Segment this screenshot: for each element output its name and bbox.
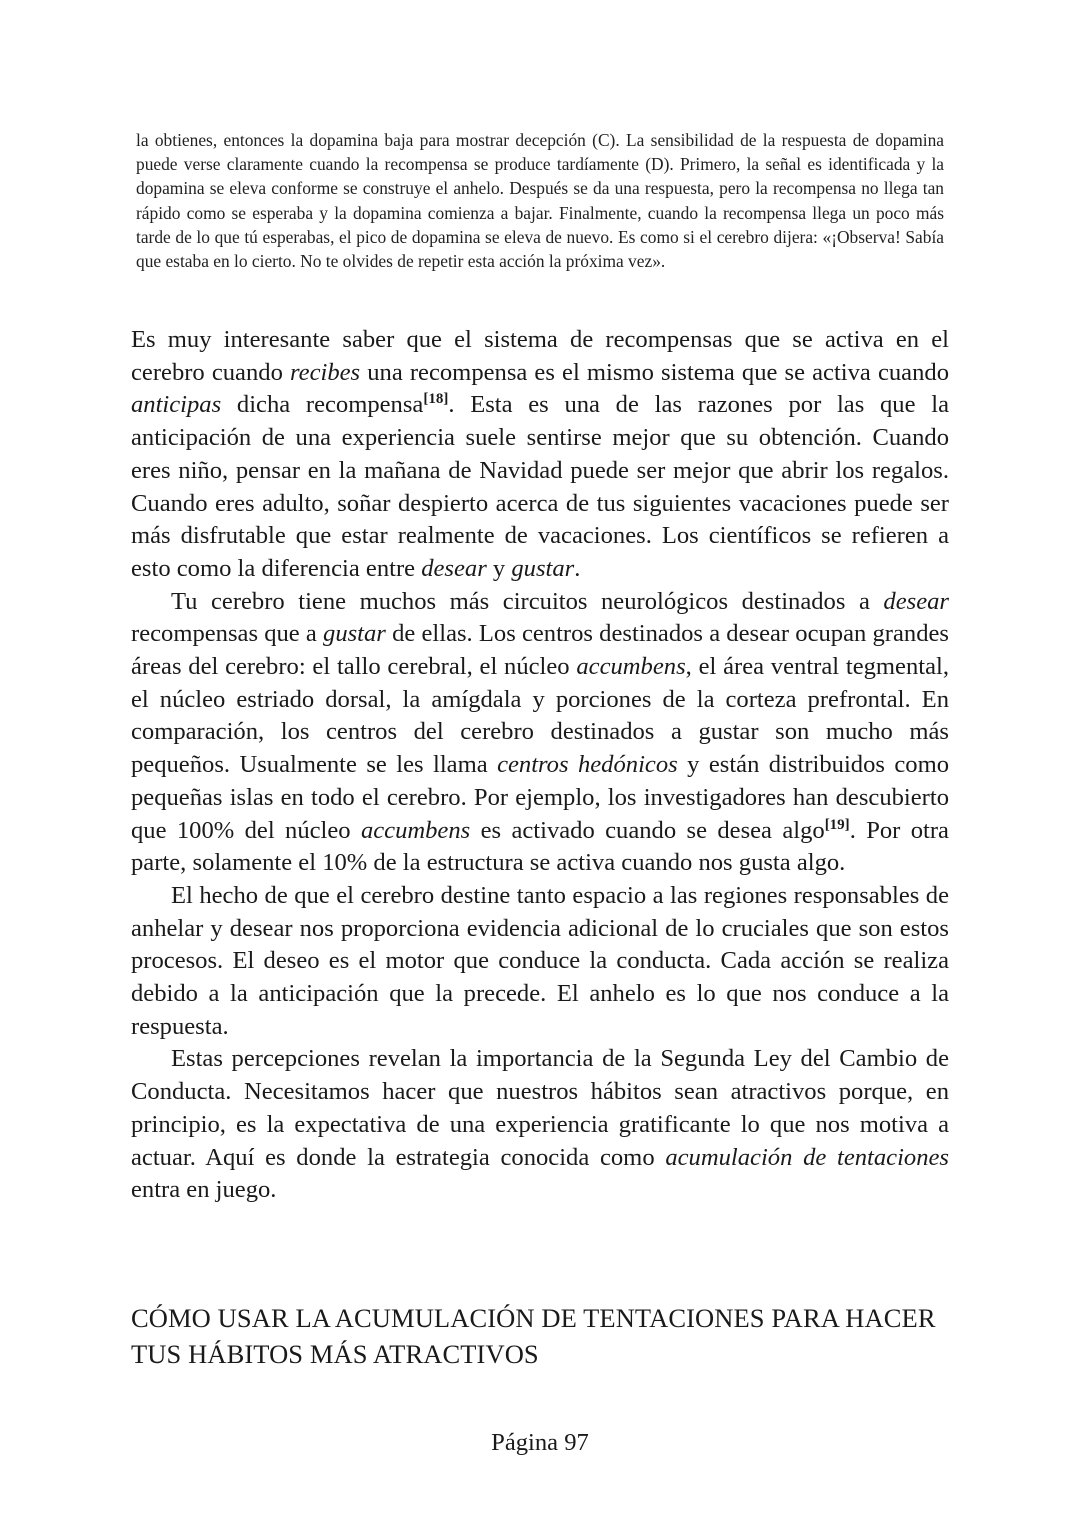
heading-line-2: TUS HÁBITOS MÁS ATRACTIVOS <box>131 1339 539 1369</box>
emphasis: anticipas <box>131 391 222 419</box>
emphasis: desear <box>883 587 949 615</box>
emphasis: centros hedónicos <box>497 751 678 779</box>
section-heading <box>131 1300 961 1372</box>
emphasis: gustar <box>511 554 575 582</box>
emphasis: accumbens <box>360 816 471 844</box>
emphasis: desear <box>421 554 487 582</box>
page-number: Página 97 <box>491 1429 589 1456</box>
emphasis: accumbens <box>576 653 686 681</box>
emphasis: recibes <box>290 358 361 386</box>
emphasis: acumulación de tentaciones <box>665 1143 950 1171</box>
heading-line-1: CÓMO USAR LA ACUMULACIÓN DE TENTACIONES PARA HACER <box>131 1303 936 1333</box>
figure-caption: la obtienes, entonces la dopamina baja para mostrar decepción (C). La sensibilidad de la respuesta de dopamina puede verse claramente cuando la recompensa se produce tardíamente (D). Primero, la señal es identificada y la dopamina se eleva conforme se construye el anhelo. Después se da una respuesta, pero la recompensa no llega tan rápido como se esperaba y la dopamina comienza a bajar. Finalmente, cuando la recompensa llega un poco más tarde de lo que tú esperabas, el pico de dopamina se eleva de nuevo. Es como si el cerebro dijera: «¡Observa! Sabía que estaba en lo cierto. No te olvides de repetir esta acción la próxima vez». <box>136 130 944 272</box>
paragraph-3: El hecho de que el cerebro destine tanto espacio a las regiones responsables de anhelar y desear nos proporciona evidencia adicional de lo cruciales que son estos procesos. El deseo es el motor que conduce la conducta. Cada acción se realiza debido a la anticipación que la precede. El anhelo es lo que nos conduce a la respuesta. <box>131 881 949 1040</box>
body-text <box>131 324 949 1207</box>
paragraph-2: Tu cerebro tiene muchos más circuitos neurológicos destinados a desear recompensas que a gustar de ellas. Los centros destinados a desear ocupan grandes áreas del cerebro: el tallo cerebral, el núcleo accumbens, el área ventral tegmental, el núcleo estriado dorsal, la amígdala y porciones de la corteza prefrontal. En comparación, los centros del cerebro destinados a gustar son mucho más pequeños. Usualmente se les llama centros hedónicos y están distribuidos como pequeñas islas en todo el cerebro. Por ejemplo, los investigadores han descubierto que 100% del núcleo accumbens es activado cuando se desea algo[19]. Por otra parte, solamente el 10% de la estructura se activa cuando nos gusta algo. <box>131 587 950 877</box>
emphasis: gustar <box>323 620 386 648</box>
footnote-ref-18[interactable]: [18] <box>423 391 449 408</box>
footnote-ref-19[interactable]: [19] <box>824 816 850 833</box>
paragraph-4: Estas percepciones revelan la importancia de la Segunda Ley del Cambio de Conducta. Necesitamos hacer que nuestros hábitos sean atractivos porque, en principio, es la expectativa de una experiencia gratificante lo que nos motiva a actuar. Aquí es donde la estrategia conocida como acumulación de tentaciones entra en juego. <box>131 1045 950 1204</box>
paragraph-1: Es muy interesante saber que el sistema de recompensas que se activa en el cerebro cuando recibes una recompensa es el mismo sistema que se activa cuando anticipas dicha recompensa[18]. Esta es una de las razones por las que la anticipación de una experiencia suele sentirse mejor que su obtención. Cuando eres niño, pensar en la mañana de Navidad puede ser mejor que abrir los regalos. Cuando eres adulto, soñar despierto acerca de tus siguientes vacaciones puede ser más disfrutable que estar realmente de vacaciones. Los científicos se refieren a esto como la diferencia entre desear y gustar. <box>131 326 949 582</box>
